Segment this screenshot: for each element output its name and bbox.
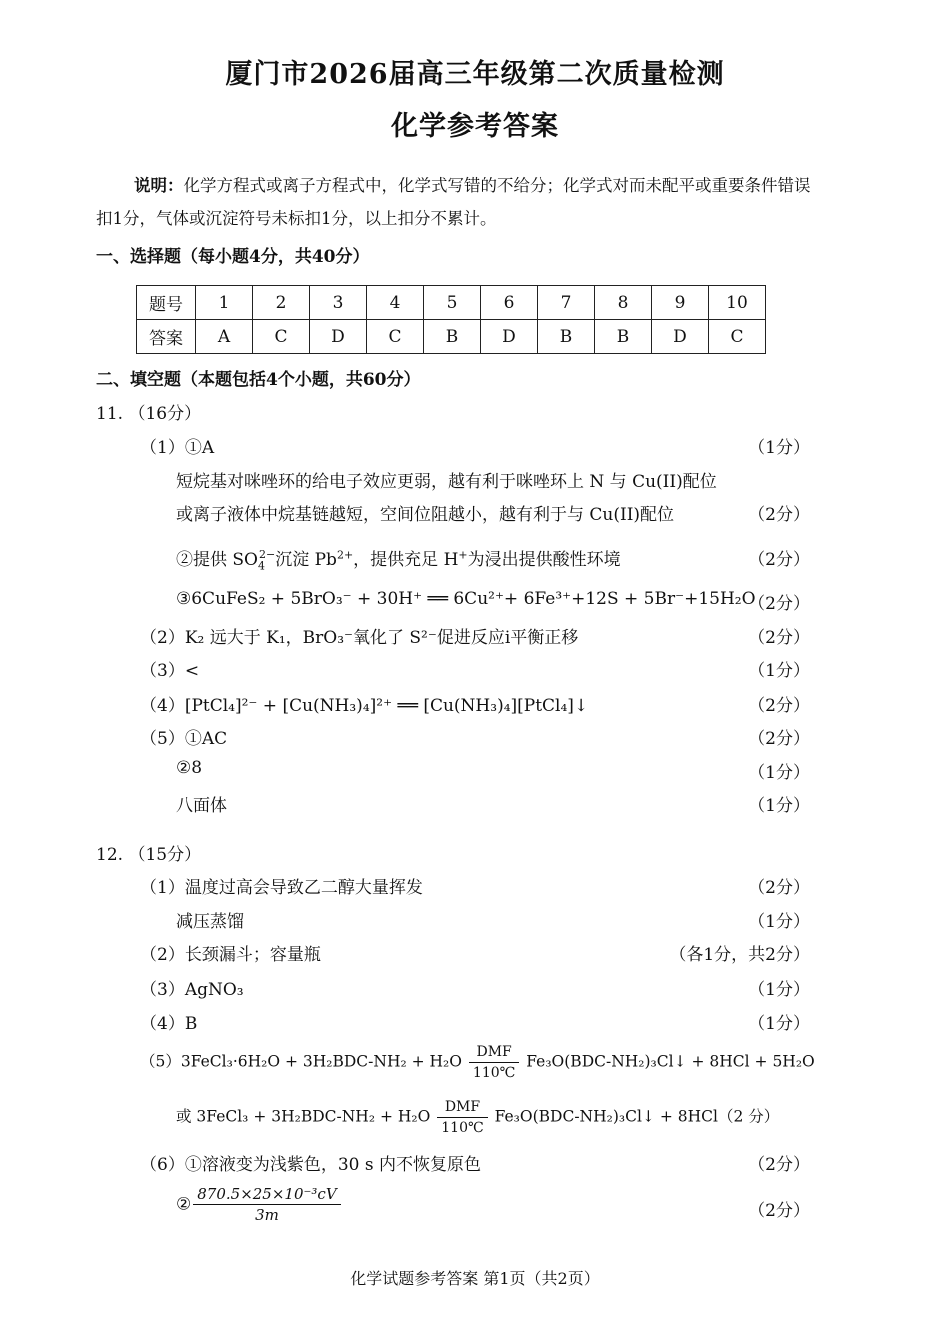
table-cell: 9 [652, 286, 709, 320]
q11-line: ②提供 $SO_4^{2-}$沉淀 $Pb^{2+}$，提供充足 H+为浸出提供酸性环境 [176, 548, 621, 573]
score: （2分） [748, 505, 810, 525]
q12-equation [176, 1097, 779, 1138]
table-row-answers [137, 320, 766, 354]
q11-line: （1）①A [140, 438, 215, 458]
q11-line: 八面体 [176, 796, 227, 816]
table-row-numbers [137, 286, 766, 320]
condition-bottom: 110℃ [441, 1120, 484, 1136]
table-cell: C [367, 320, 424, 354]
score: （2分） [748, 729, 810, 749]
grading-note [96, 169, 826, 235]
score: （1分） [748, 1014, 810, 1034]
table-cell: D [652, 320, 709, 354]
score: （1分） [748, 980, 810, 1000]
formula-prefix: ② [176, 1194, 192, 1215]
score: （2分） [748, 696, 810, 716]
table-cell: B [424, 320, 481, 354]
table-header-cell: 答案 [137, 320, 196, 354]
table-cell: 1 [196, 286, 253, 320]
q12-line: （4）B [140, 1014, 198, 1034]
score: （2分） [748, 1201, 810, 1221]
q12-line: （1）温度过高会导致乙二醇大量挥发 [140, 878, 423, 898]
table-header-cell: 题号 [137, 286, 196, 320]
q12-line: （2）长颈漏斗；容量瓶 [140, 945, 321, 965]
condition-bottom: 110℃ [472, 1065, 516, 1081]
q11-line-part: 沉淀 Pb [275, 550, 337, 570]
page-title: 厦门市2026届高三年级第二次质量检测 [225, 59, 725, 90]
table-cell: 5 [424, 286, 481, 320]
q11-equation: ③6CuFeS₂ + 5BrO₃⁻ + 30H⁺ ══ 6Cu²⁺+ 6Fe³⁺+12S + 5Br⁻+15H₂O [176, 589, 756, 609]
table-cell: 3 [310, 286, 367, 320]
q11-line-part: ②提供 SO [176, 550, 258, 570]
q11-line: ②8 [176, 758, 203, 778]
section-2-title: 二、填空题（本题包括4个小题，共60分） [96, 370, 421, 390]
q11-equation: （4）[PtCl₄]²⁻ + [Cu(NH₃)₄]²⁺ ══ [Cu(NH₃)₄][PtCl₄]↓ [140, 696, 589, 716]
table-cell: D [310, 320, 367, 354]
equation-products: Fe₃O(BDC-NH₂)₃Cl↓ + 8HCl + 5H₂O [526, 1052, 815, 1071]
answer-table [136, 285, 766, 354]
q11-line-part: ，提供充足 H [353, 550, 459, 570]
condition-top: DMF [469, 1042, 519, 1063]
score: （1分） [748, 763, 810, 783]
fraction-numerator: 870.5×25×10⁻³cV [193, 1184, 340, 1205]
q11-line: （2）K₂ 远大于 K₁，BrO₃⁻氧化了 S²⁻促进反应i平衡正移 [140, 628, 579, 648]
q12-formula [176, 1184, 343, 1225]
score: （1分） [748, 438, 810, 458]
page-footer: 化学试题参考答案 第1页（共2页） [350, 1269, 600, 1288]
fraction-denominator: 3m [255, 1206, 279, 1224]
page-subtitle: 化学参考答案 [391, 111, 559, 142]
q11-heading: 11. （16分） [96, 404, 202, 424]
q12-line: （6）①溶液变为浅紫色，30 s 内不恢复原色 [140, 1155, 481, 1175]
q12-heading: 12. （15分） [96, 845, 202, 865]
table-cell: 6 [481, 286, 538, 320]
fraction [193, 1184, 340, 1225]
q12-line: （3）AgNO₃ [140, 980, 244, 1000]
table-cell: 2 [253, 286, 310, 320]
score: （1分） [748, 912, 810, 932]
q11-line: （5）①AC [140, 729, 228, 749]
table-cell: C [709, 320, 766, 354]
note-label: 说明： [134, 176, 184, 195]
equation-reactants: 或 3FeCl₃ + 3H₂BDC-NH₂ + H₂O [176, 1107, 431, 1126]
table-cell: 4 [367, 286, 424, 320]
table-cell: 10 [709, 286, 766, 320]
q12-line: 减压蒸馏 [176, 912, 244, 932]
q11-line: 短烷基对咪唑环的给电子效应更弱，越有利于咪唑环上 N 与 Cu(II)配位 [176, 472, 717, 492]
q12-equation [140, 1042, 815, 1083]
table-cell: B [595, 320, 652, 354]
equation-products: Fe₃O(BDC-NH₂)₃Cl↓ + 8HCl（2 分） [494, 1107, 780, 1126]
score: （1分） [748, 796, 810, 816]
score: （各1分，共2分） [669, 945, 810, 965]
table-cell: 8 [595, 286, 652, 320]
score: （1分） [748, 661, 810, 681]
table-cell: 7 [538, 286, 595, 320]
table-cell: B [538, 320, 595, 354]
table-cell: D [481, 320, 538, 354]
score: （2分） [748, 878, 810, 898]
q11-line-part: 为浸出提供酸性环境 [467, 550, 621, 570]
score: （2分） [748, 628, 810, 648]
score: （2分） [748, 594, 810, 614]
q11-line: 或离子液体中烷基链越短，空间位阻越小，越有利于与 Cu(II)配位 [176, 505, 675, 525]
score: （2分） [748, 1155, 810, 1175]
reaction-condition [469, 1042, 519, 1083]
condition-top: DMF [437, 1097, 487, 1118]
table-cell: C [253, 320, 310, 354]
section-1-title: 一、选择题（每小题4分，共40分） [96, 247, 370, 267]
score: （2分） [748, 550, 810, 570]
note-text: 化学方程式或离子方程式中，化学式写错的不给分；化学式对而未配平或重要条件错误扣1分，气体或沉淀符号未标扣1分，以上扣分不累计。 [96, 176, 811, 228]
table-cell: A [196, 320, 253, 354]
q11-line: （3）< [140, 661, 200, 681]
equation-reactants: （5）3FeCl₃·6H₂O + 3H₂BDC-NH₂ + H₂O [140, 1052, 462, 1071]
reaction-condition [437, 1097, 487, 1138]
